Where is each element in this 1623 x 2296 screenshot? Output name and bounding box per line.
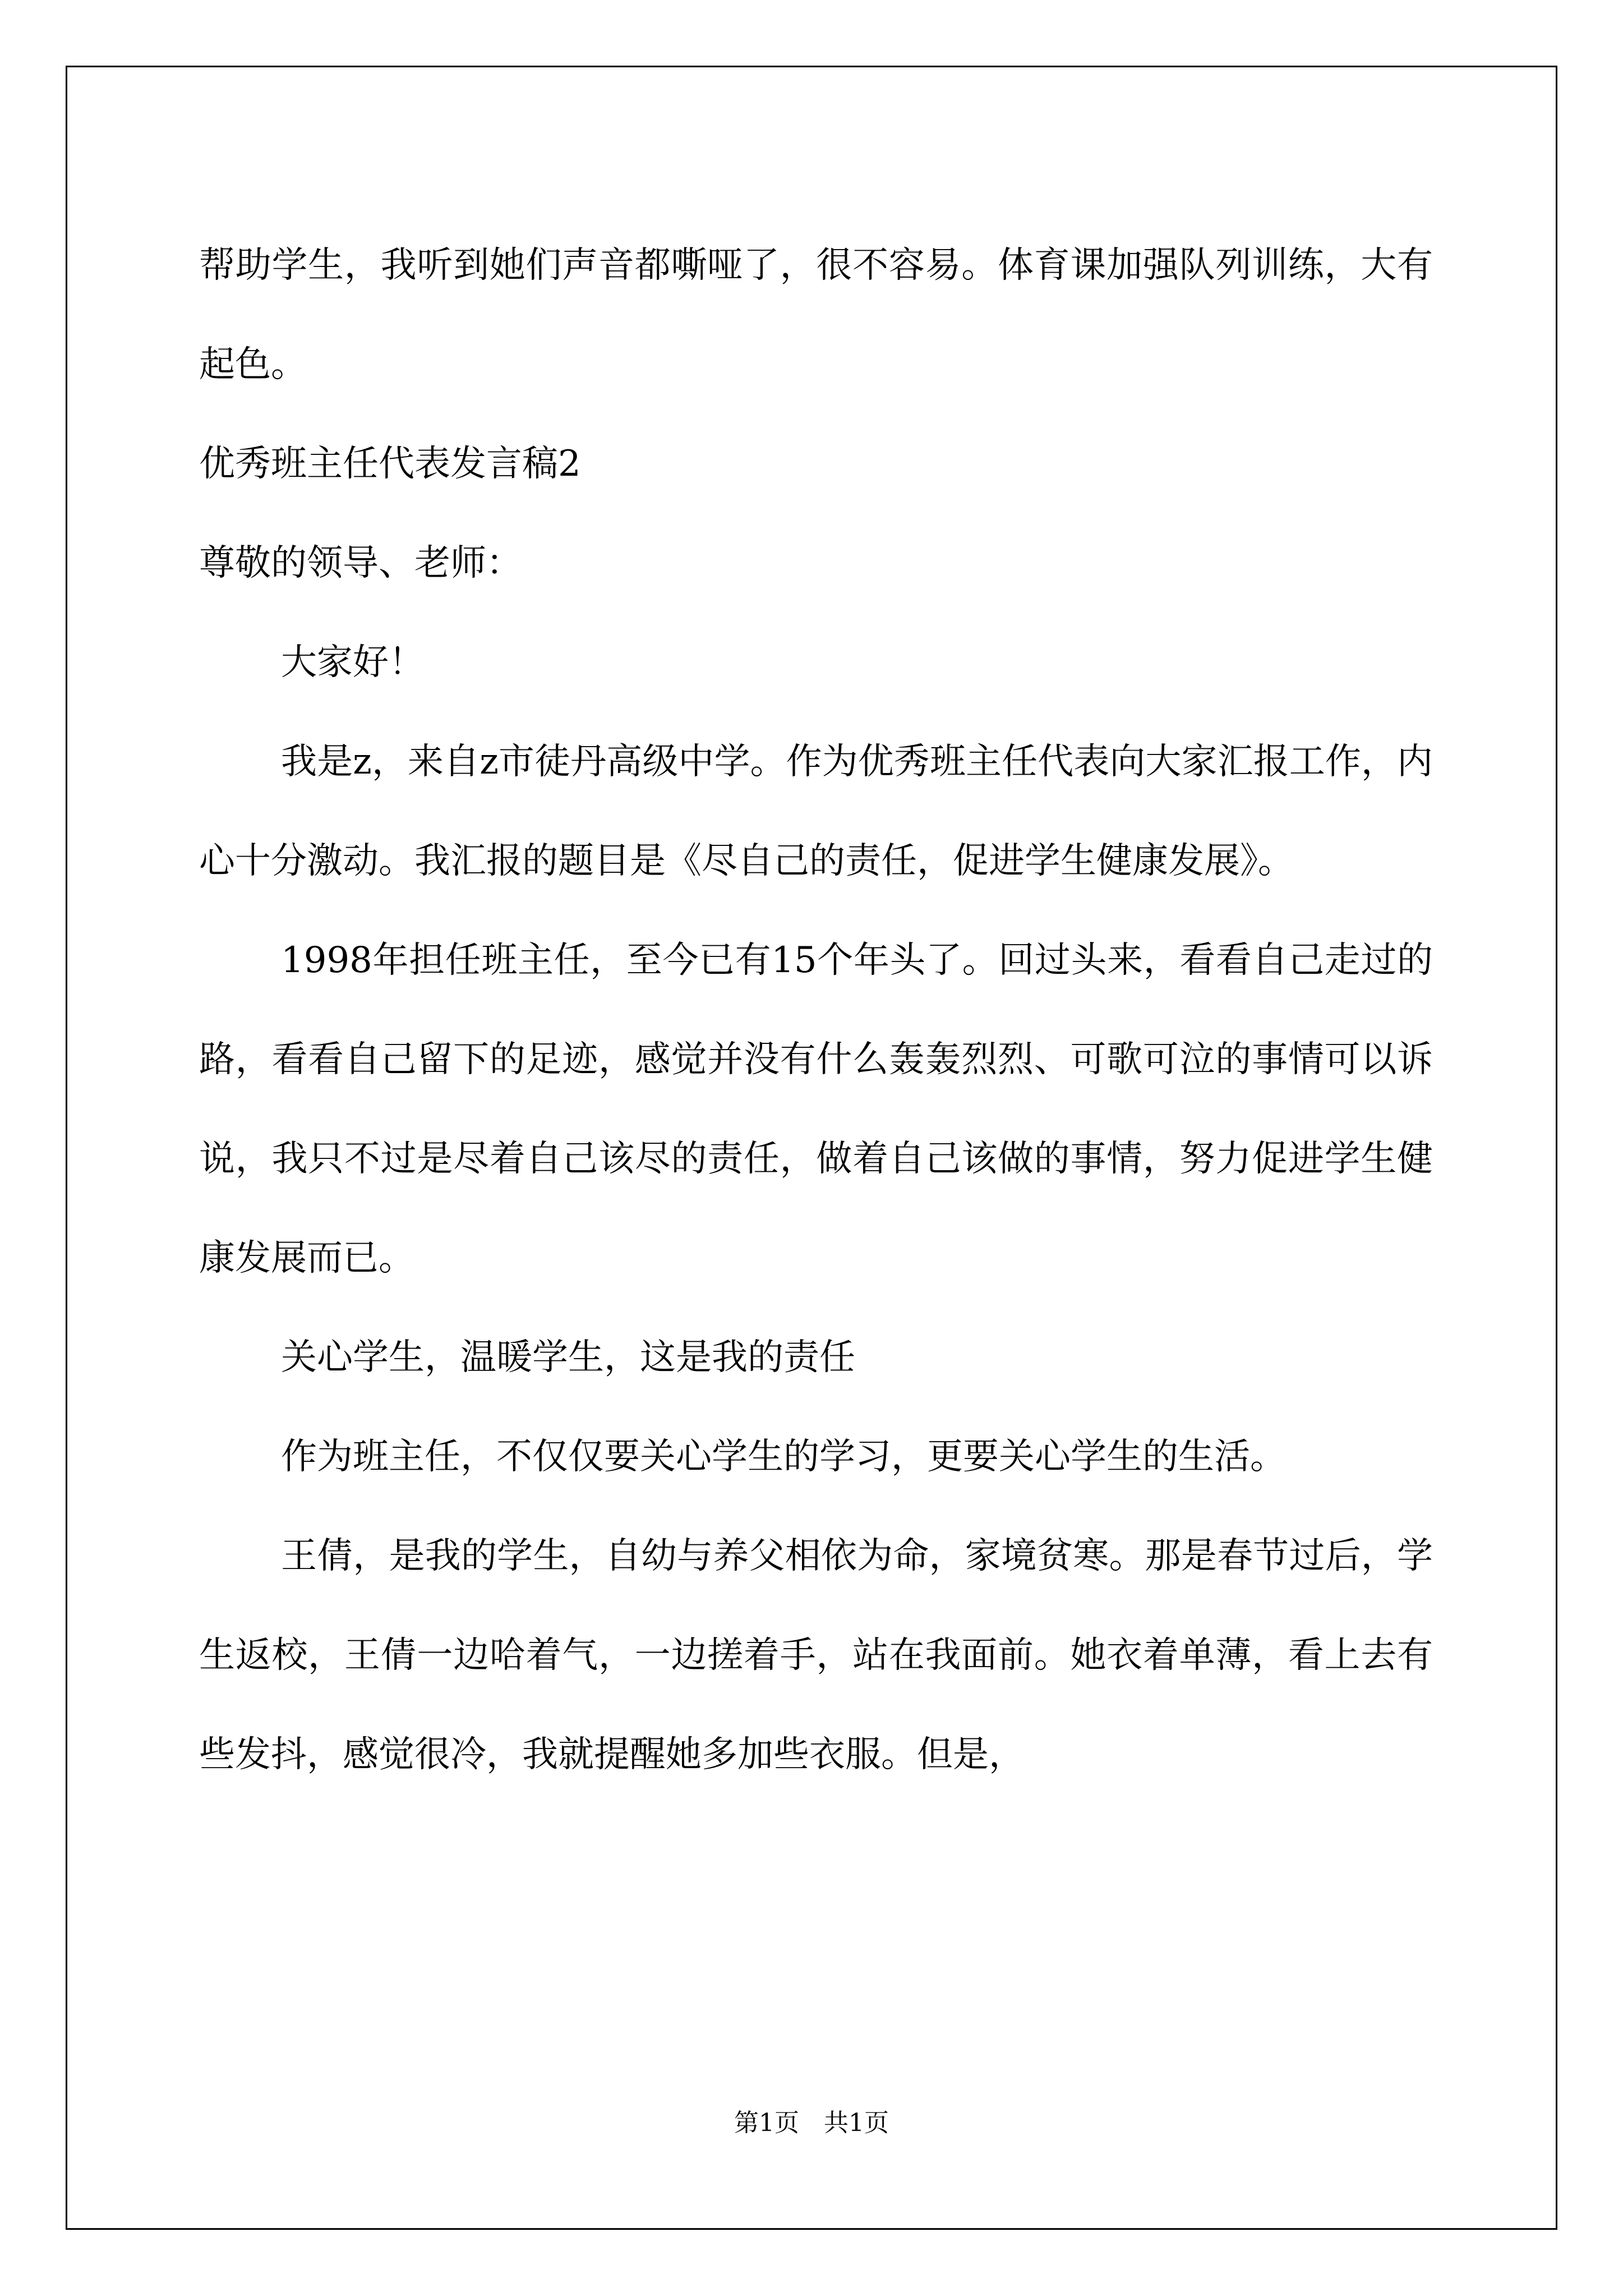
page-number-footer: 第1页 共1页 (734, 2109, 889, 2137)
paragraph: 王倩，是我的学生，自幼与养父相依为命，家境贫寒。那是春节过后，学生返校，王倩一边哈着气，一边搓着手，站在我面前。她衣着单薄，看上去有些发抖，感觉很冷，我就提醒她多加些衣服。但是， (199, 1535, 1433, 1775)
subheading: 关心学生，温暖学生，这是我的责任 (281, 1337, 855, 1378)
paragraph: 帮助学生，我听到她们声音都嘶哑了，很不容易。体育课加强队列训练，大有起色。 (199, 245, 1433, 385)
section-heading: 优秀班主任代表发言稿2 (199, 443, 581, 485)
greeting: 大家好！ (281, 642, 425, 683)
paragraph: 1998年担任班主任，至今已有15个年头了。回过头来，看看自己走过的路，看看自己留下的足迹，感觉并没有什么轰轰烈烈、可歌可泣的事情可以诉说，我只不过是尽着自己该尽的责任，做着自己该做的事情，努力促进学生健康发展而已。 (199, 940, 1433, 1279)
paragraph: 我是z，来自z市徒丹高级中学。作为优秀班主任代表向大家汇报工作，内心十分激动。我汇报的题目是《尽自己的责任，促进学生健康发展》。 (199, 741, 1433, 882)
paragraph: 作为班主任，不仅仅要关心学生的学习，更要关心学生的生活。 (281, 1436, 1286, 1478)
salutation: 尊敬的领导、老师： (199, 542, 522, 584)
document-body (199, 216, 1433, 1805)
